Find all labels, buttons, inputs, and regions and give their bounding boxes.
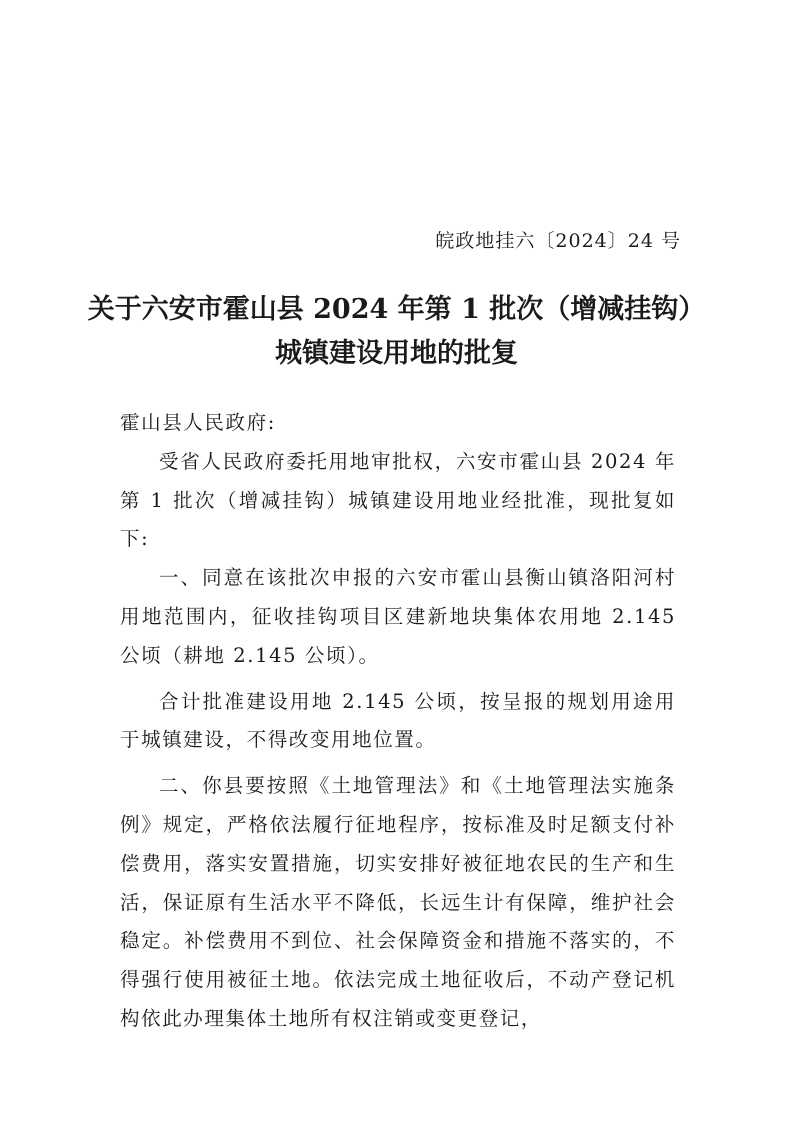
paragraph-intro: 受省人民政府委托用地审批权，六安市霍山县 2024 年第 1 批次（增减挂钩）城镇建设用地业经批准，现批复如下: bbox=[120, 449, 676, 551]
title-line-2: 城镇建设用地的批复 bbox=[275, 338, 518, 369]
paragraph-item-1: 一、同意在该批次申报的六安市霍山县衡山镇洛阳河村用地范围内，征收挂钩项目区建新地块集体农用地 2.145 公顷（耕地 2.145 公顷）。 bbox=[120, 566, 676, 667]
addressee: 霍山县人民政府: bbox=[120, 411, 276, 434]
document-number: 皖政地挂六〔2024〕24 号 bbox=[435, 230, 681, 252]
paragraph-item-2: 二、你县要按照《土地管理法》和《土地管理法实施条例》规定，严格依法履行征地程序，按标准及时足额支付补偿费用，落实安置措施，切实安排好被征地农民的生产和生活，保证原有生活水平不降低，长远生计有保障，维护社会稳定。补偿费用不到位、社会保障资金和措施不落实的，不得强行使用被征土地。依法完成土地征收后，不动产登记机构依此办理集体土地所有权注销或变更登记， bbox=[120, 774, 676, 1030]
document-body bbox=[120, 404, 676, 1039]
title-line-1: 关于六安市霍山县 2024 年第 1 批次（增减挂钩） bbox=[87, 294, 706, 325]
document-title bbox=[0, 288, 793, 376]
paragraph-total: 合计批准建设用地 2.145 公顷，按呈报的规划用途用于城镇建设，不得改变用地位置。 bbox=[120, 689, 676, 752]
